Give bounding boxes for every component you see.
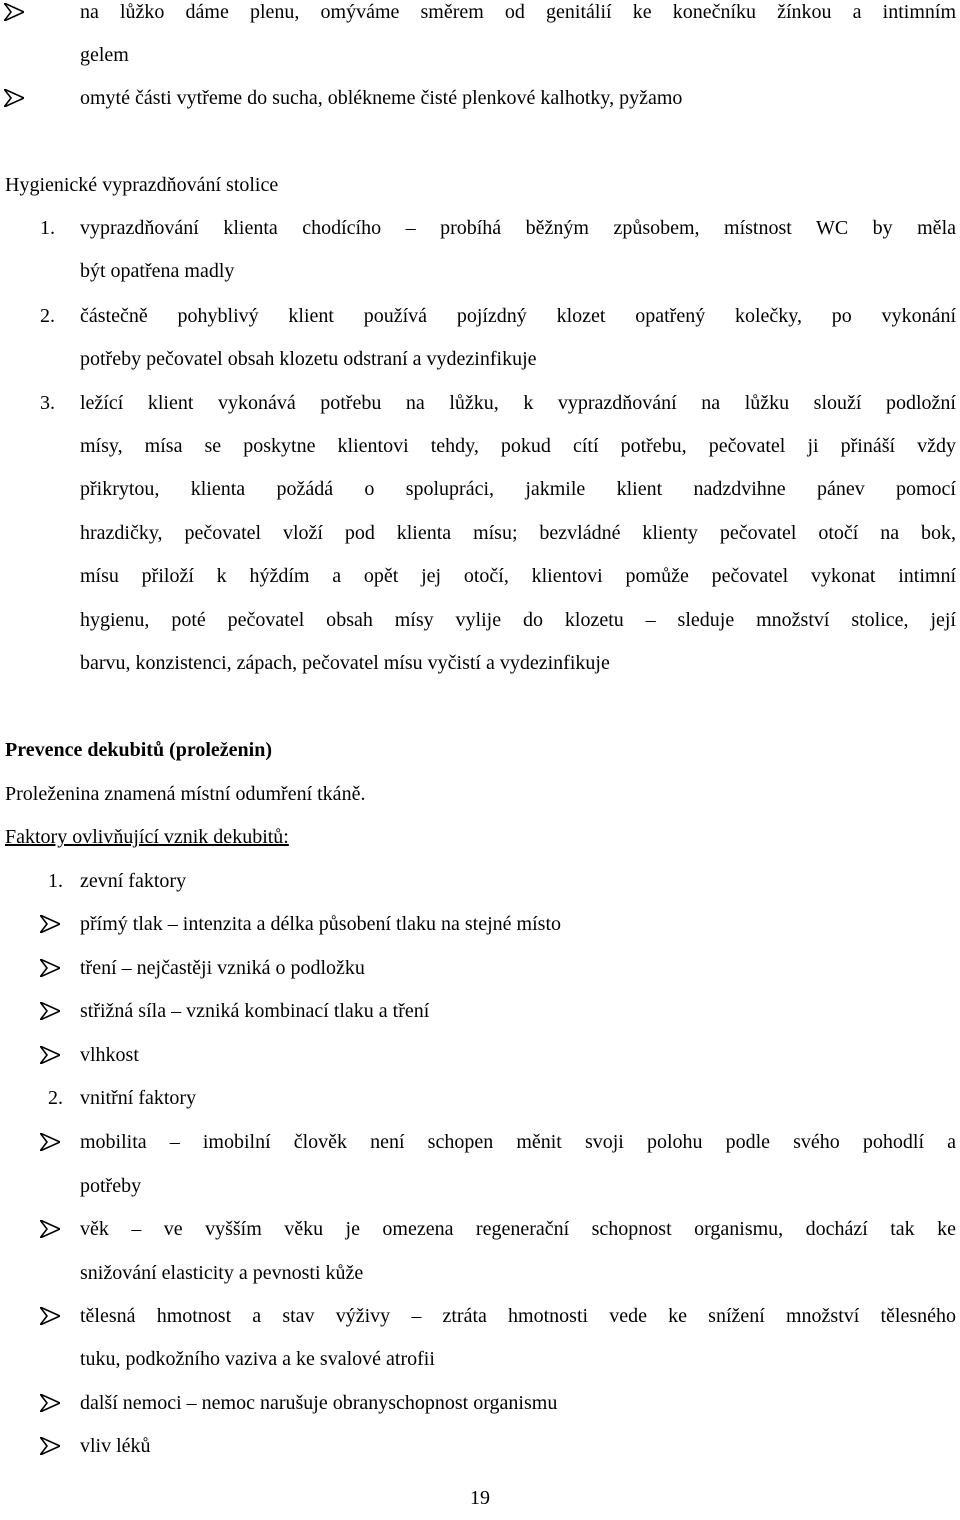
item-text: mísu přiloží k hýždím a opět jej otočí, klientovi pomůže pečovatel vykonat intimní	[80, 565, 956, 587]
item-number: 2.	[40, 305, 55, 327]
item-text: ležící klient vykonává potřebu na lůžku, k vyprazdňování na lůžku slouží podložní	[80, 392, 956, 414]
item-number: 2.	[48, 1087, 63, 1109]
item-text: hrazdičky, pečovatel vloží pod klienta mísu; bezvládné klienty pečovatel otočí na bok,	[80, 522, 956, 544]
bullet-text: mobilita – imobilní člověk není schopen měnit svoji polohu podle svého pohodlí a	[80, 1131, 956, 1153]
bullet-item	[0, 1424, 960, 1468]
arrowhead-bullet-icon	[40, 989, 70, 1033]
arrowhead-bullet-icon	[40, 1033, 70, 1077]
bullet-text: přímý tlak – intenzita a délka působení tlaku na stejné místo	[80, 913, 561, 935]
paragraph: Proleženina znamená místní odumření tkáně.	[5, 783, 366, 805]
item-text: vnitřní faktory	[80, 1087, 197, 1109]
arrowhead-bullet-icon	[40, 1424, 70, 1468]
bullet-continuation	[0, 1337, 960, 1381]
arrowhead-bullet-icon	[4, 76, 34, 120]
item-text: potřeby pečovatel obsah klozetu odstraní a vydezinfikuje	[80, 348, 537, 370]
bullet-item	[0, 1381, 960, 1425]
subheading: Faktory ovlivňující vznik dekubitů:	[5, 826, 289, 848]
bullet-item	[0, 1294, 960, 1338]
numbered-item	[0, 381, 960, 425]
bullet-text: na lůžko dáme plenu, omýváme směrem od genitálií ke konečníku žínkou a intimním	[80, 1, 956, 23]
arrowhead-bullet-icon	[4, 0, 34, 34]
item-text: částečně pohyblivý klient používá pojízdný klozet opatřený kolečky, po vykonání	[80, 305, 956, 327]
bullet-text: vlhkost	[80, 1044, 139, 1066]
numbered-item-continuation	[0, 511, 960, 555]
bullet-item	[0, 946, 960, 990]
item-text: být opatřena madly	[80, 260, 235, 282]
arrowhead-bullet-icon	[40, 1207, 70, 1251]
arrowhead-bullet-icon	[40, 902, 70, 946]
item-number: 1.	[40, 217, 55, 239]
numbered-item-continuation	[0, 554, 960, 598]
page-number: 19	[470, 1487, 490, 1509]
bullet-text: další nemoci – nemoc narušuje obranyschopnost organismu	[80, 1392, 558, 1414]
numbered-item-continuation	[0, 249, 960, 293]
arrowhead-bullet-icon	[40, 1294, 70, 1338]
numbered-item	[0, 859, 960, 903]
arrowhead-bullet-icon	[40, 1381, 70, 1425]
item-text: hygienu, poté pečovatel obsah mísy vylije do klozetu – sleduje množství stolice, její	[80, 609, 956, 631]
bullet-text: vliv léků	[80, 1435, 151, 1457]
bullet-text: snižování elasticity a pevnosti kůže	[80, 1262, 364, 1284]
numbered-item-continuation	[0, 467, 960, 511]
bullet-continuation	[0, 33, 960, 77]
section-heading: Hygienické vyprazdňování stolice	[5, 174, 279, 196]
bullet-text: věk – ve vyšším věku je omezena regenerační schopnost organismu, dochází tak ke	[80, 1218, 956, 1240]
item-text: mísy, mísa se poskytne klientovi tehdy, pokud cítí potřebu, pečovatel ji přináší vždy	[80, 435, 956, 457]
item-text: vyprazdňování klienta chodícího – probíhá běžným způsobem, místnost WC by měla	[80, 217, 956, 239]
item-number: 1.	[48, 870, 63, 892]
bullet-item	[0, 0, 960, 34]
bullet-continuation	[0, 1164, 960, 1208]
numbered-item-continuation	[0, 598, 960, 642]
numbered-item	[0, 294, 960, 338]
numbered-item-continuation	[0, 424, 960, 468]
bullet-continuation	[0, 1251, 960, 1295]
arrowhead-bullet-icon	[40, 946, 70, 990]
arrowhead-bullet-icon	[40, 1120, 70, 1164]
bullet-text: tuku, podkožního vaziva a ke svalové atrofii	[80, 1348, 435, 1370]
bullet-item	[0, 76, 960, 120]
numbered-item-continuation	[0, 641, 960, 685]
bullet-text: gelem	[80, 44, 129, 66]
item-text: barvu, konzistenci, zápach, pečovatel mísu vyčistí a vydezinfikuje	[80, 652, 610, 674]
section-heading: Prevence dekubitů (proleženin)	[5, 739, 273, 761]
numbered-item-continuation	[0, 337, 960, 381]
bullet-text: potřeby	[80, 1175, 142, 1197]
bullet-text: tělesná hmotnost a stav výživy – ztráta hmotnosti vede ke snížení množství tělesného	[80, 1305, 956, 1327]
numbered-item	[0, 206, 960, 250]
bullet-text: střižná síla – vzniká kombinací tlaku a tření	[80, 1000, 430, 1022]
bullet-item	[0, 989, 960, 1033]
bullet-item	[0, 1120, 960, 1164]
bullet-item	[0, 1207, 960, 1251]
bullet-text: tření – nejčastěji vzniká o podložku	[80, 957, 365, 979]
numbered-item	[0, 1076, 960, 1120]
bullet-item	[0, 902, 960, 946]
item-text: přikrytou, klienta požádá o spolupráci, jakmile klient nadzdvihne pánev pomocí	[80, 478, 956, 500]
bullet-item	[0, 1033, 960, 1077]
item-number: 3.	[40, 392, 55, 414]
bullet-text: omyté části vytřeme do sucha, oblékneme čisté plenkové kalhotky, pyžamo	[80, 87, 683, 109]
item-text: zevní faktory	[80, 870, 187, 892]
